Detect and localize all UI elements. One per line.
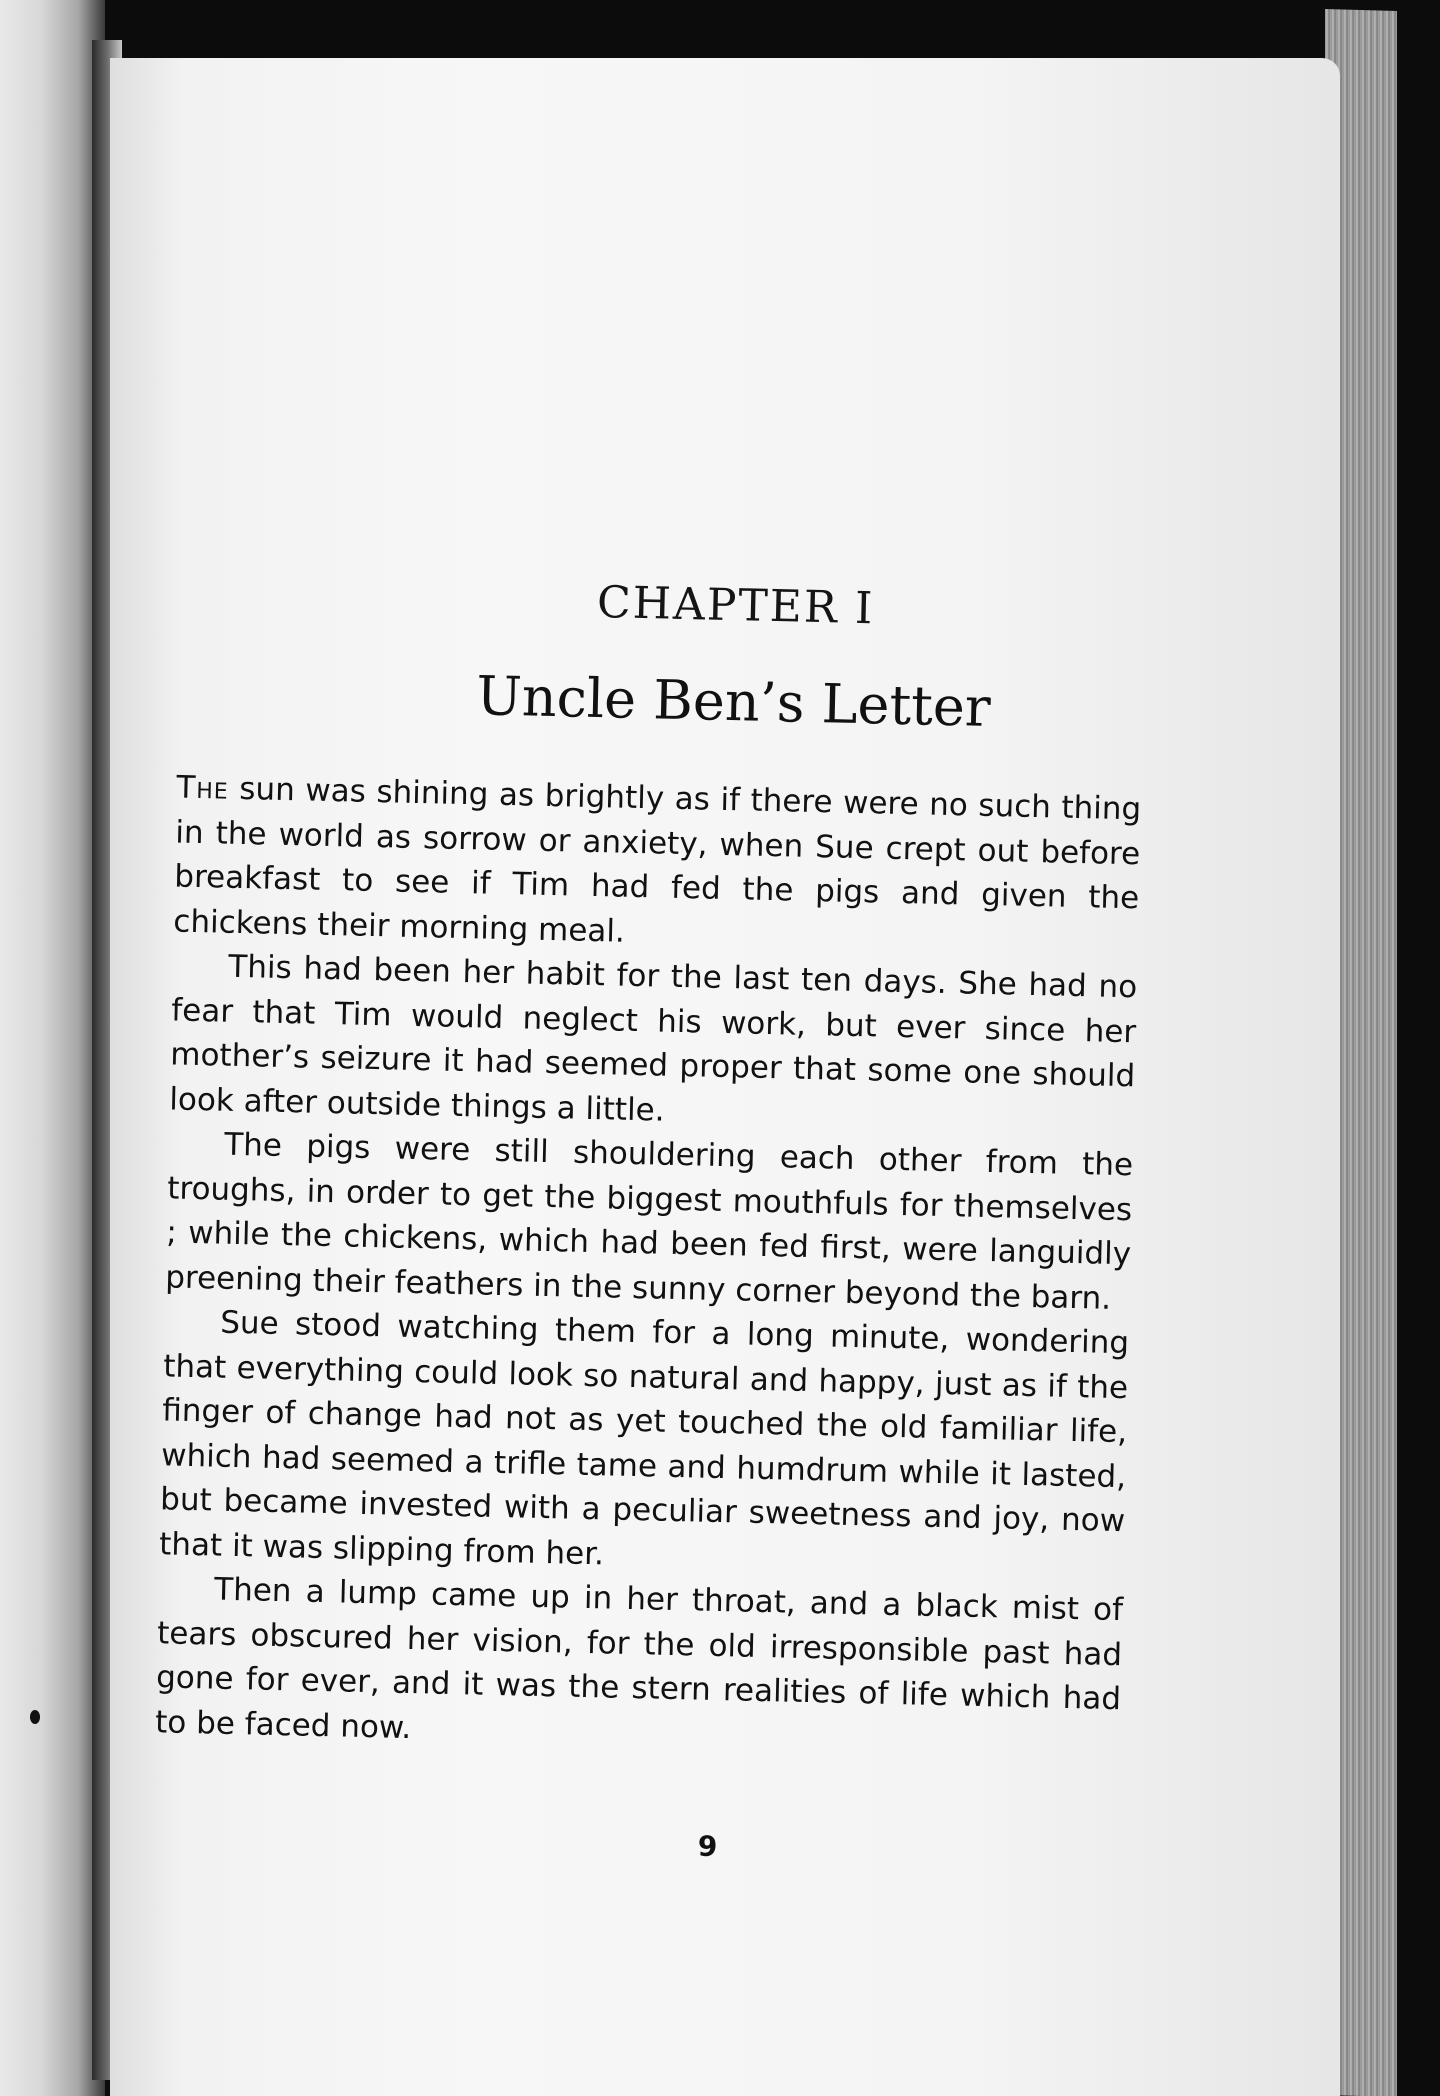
page-number: 9 xyxy=(697,1829,718,1864)
chapter-body xyxy=(155,765,1142,1766)
book-page xyxy=(110,58,1340,2096)
paragraph-3: The pigs were still shouldering each other from the troughs, in order to get the biggest mouthfuls for themselves ; while the chickens, which had been fed first, were languidly preening their feathers in the sunny corner beyond the barn. xyxy=(164,1126,1134,1317)
facing-page-edge xyxy=(0,0,105,2096)
page-content xyxy=(87,44,1363,2096)
paragraph-2: This had been her habit for the last ten days. She had no fear that Tim would neglect his work, but ever since her mother’s seizure it had seemed proper that some one should look after outside things a little. xyxy=(168,948,1138,1129)
chapter-number: CHAPTER I xyxy=(596,576,875,635)
paragraph-lead-word: The xyxy=(176,769,230,807)
binding-mark xyxy=(30,1710,40,1724)
paragraph-1-text: sun was shining as brightly as if there were no such thing in the world as sorrow or anxiety, when Sue crept out before breakfast to see if Tim had fed the pigs and given the chickens their morning meal. xyxy=(172,770,1142,950)
paragraph-4: Sue stood watching them for a long minute, wondering that everything could look so natural and happy, just as if the finger of change had not as yet touched the old familiar life, which had seemed a trifle tame and humdrum while it lasted, but became invested with a peculiar sweetness and joy, now that it was slipping from her. xyxy=(158,1304,1130,1572)
paragraph-1 xyxy=(173,765,1142,965)
chapter-title: Uncle Ben’s Letter xyxy=(475,664,992,739)
paragraph-5: Then a lump came up in her throat, and a black mist of tears obscured her vision, for the old irresponsible past had gone for ever, and it was the stern realities of life which had to be faced now. xyxy=(154,1571,1124,1746)
